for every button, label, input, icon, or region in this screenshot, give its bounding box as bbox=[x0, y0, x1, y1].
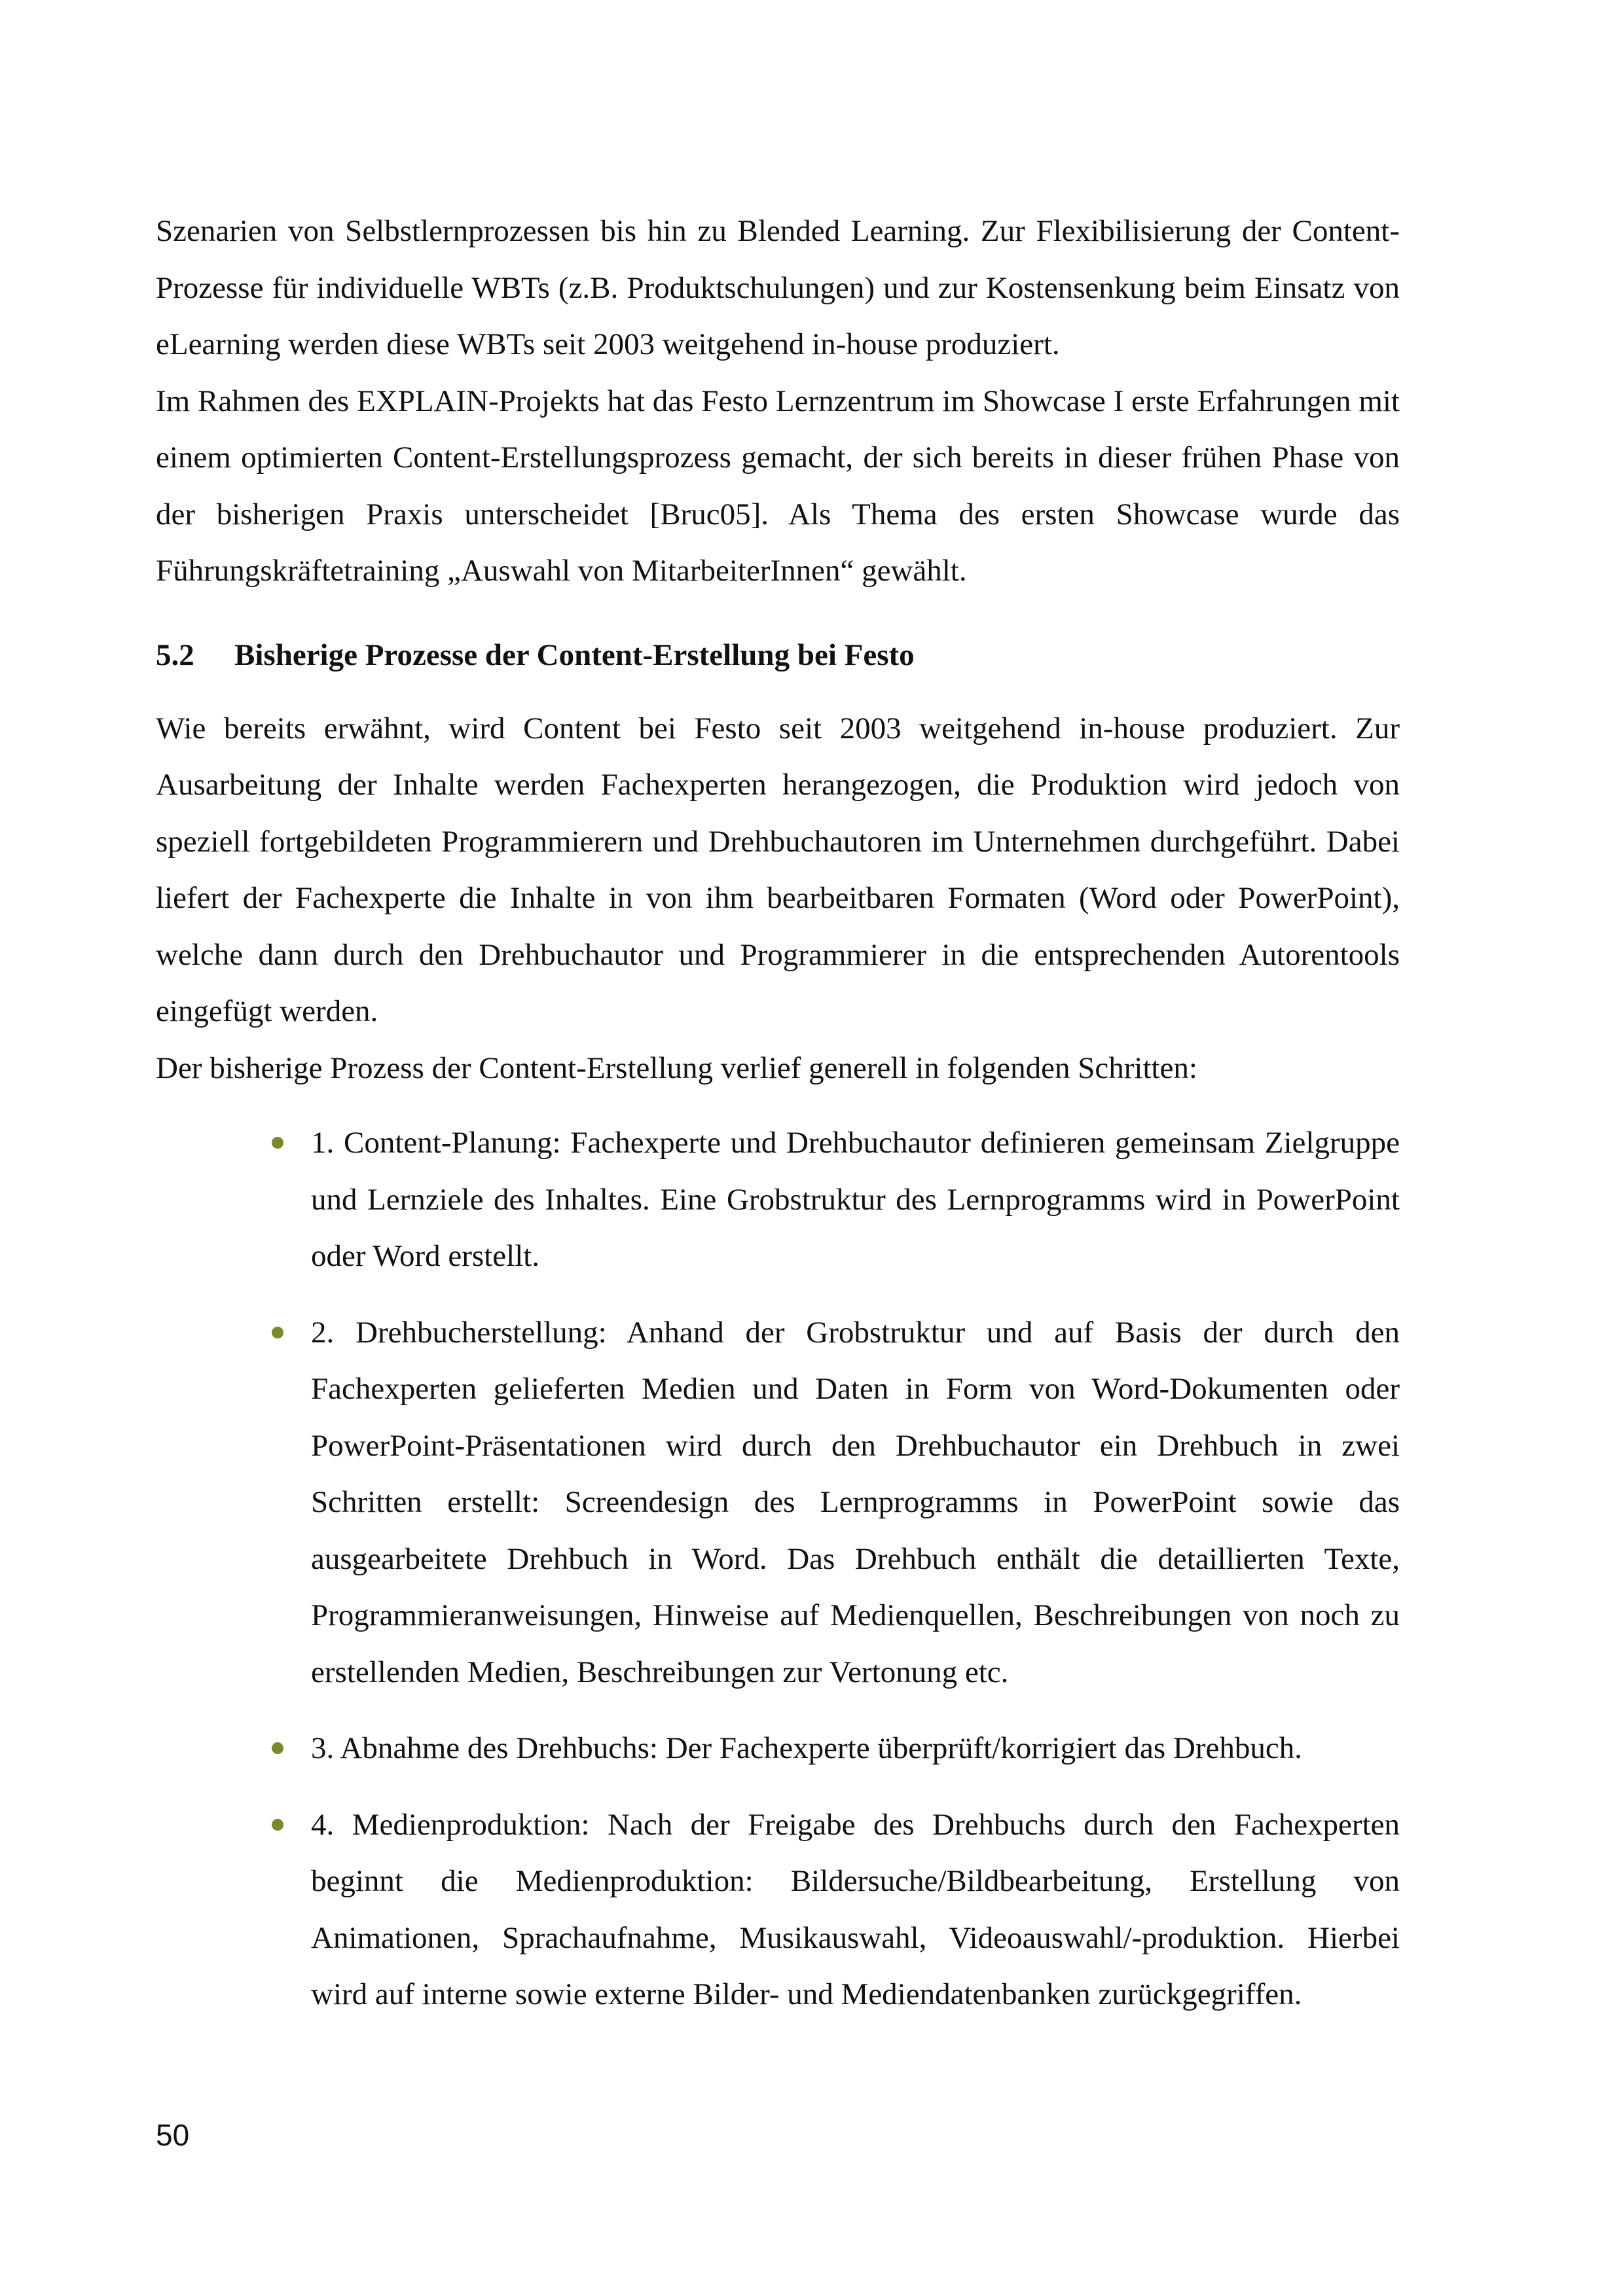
section-paragraph-2: Der bisherige Prozess der Content-Erstellung verlief generell in folgenden Schritten: bbox=[156, 1050, 1197, 1085]
bullet-icon bbox=[272, 1819, 283, 1831]
step-text: 3. Abnahme des Drehbuchs: Der Fachexperte überprüft/korrigiert das Drehbuch. bbox=[311, 1731, 1302, 1765]
step-text: 2. Drehbucherstellung: Anhand der Grobstruktur und auf Basis der durch den Fachexperten gelieferten Medien und Daten in Form von Word-Dokumenten oder PowerPoint-Präsentationen wird durch den Drehbuchautor ein Drehbuch in zwei Schritten erstellt: Screendesign des Lernprogramms in PowerPoint sowie das ausgearbeitete Drehbuch in Word. Das Drehbuch enthält die detaillierten Texte, Programmieranweisungen, Hinweise auf Medienquellen, Beschreibungen von noch zu erstellenden Medien, Beschreibungen zur Vertonung etc. bbox=[311, 1315, 1400, 1689]
document-page bbox=[156, 203, 1400, 2043]
list-item bbox=[156, 1304, 1400, 1701]
section-heading bbox=[156, 627, 1400, 683]
bullet-icon bbox=[272, 1137, 283, 1149]
intro-paragraph-2: Im Rahmen des EXPLAIN-Projekts hat das Festo Lernzentrum im Showcase I erste Erfahrungen mit einem optimierten Content-Erstellungsprozess gemacht, der sich bereits in dieser frühen Phase von der bisherigen Praxis unterscheidet [Bruc05]. Als Thema des ersten Showcase wurde das Führungskräftetraining „Auswahl von MitarbeiterInnen“ gewählt. bbox=[156, 384, 1400, 588]
bullet-icon bbox=[272, 1327, 283, 1338]
intro-paragraph-1: Szenarien von Selbstlernprozessen bis hin zu Blended Learning. Zur Flexibilisierung der Content-Prozesse für individuelle WBTs (z.B. Produktschulungen) und zur Kostensenkung beim Einsatz von eLearning werden diese WBTs seit 2003 weitgehend in-house produziert. bbox=[156, 214, 1400, 361]
step-text: 1. Content-Planung: Fachexperte und Drehbuchautor definieren gemeinsam Zielgruppe und Lernziele des Inhaltes. Eine Grobstruktur des Lernprogramms wird in PowerPoint oder Word erstellt. bbox=[311, 1126, 1400, 1273]
section-paragraph-1: Wie bereits erwähnt, wird Content bei Festo seit 2003 weitgehend in-house produziert. Zur Ausarbeitung der Inhalte werden Fachexperten herangezogen, die Produktion wird jedoch von speziell fortgebildeten Programmierern und Drehbuchautoren im Unternehmen durchgeführt. Dabei liefert der Fachexperte die Inhalte in von ihm bearbeitbaren Formaten (Word oder PowerPoint), welche dann durch den Drehbuchautor und Programmierer in die entsprechenden Autorentools eingefügt werden. bbox=[156, 711, 1400, 1028]
section-number: 5.2 bbox=[156, 637, 194, 672]
process-steps-list bbox=[156, 1115, 1400, 2023]
bullet-icon bbox=[272, 1742, 283, 1754]
section-title: Bisherige Prozesse der Content-Erstellung bei Festo bbox=[234, 637, 915, 672]
list-item bbox=[156, 1720, 1400, 1777]
list-item bbox=[156, 1115, 1400, 1285]
step-text: 4. Medienproduktion: Nach der Freigabe des Drehbuchs durch den Fachexperten beginnt die Medienproduktion: Bildersuche/Bildbearbeitung, Erstellung von Animationen, Sprachaufnahme, Musikauswahl, Videoauswahl/-produktion. Hierbei wird auf interne sowie externe Bilder- und Mediendatenbanken zurückgegriffen. bbox=[311, 1807, 1400, 2011]
list-item bbox=[156, 1797, 1400, 2023]
page-number: 50 bbox=[156, 2118, 190, 2152]
